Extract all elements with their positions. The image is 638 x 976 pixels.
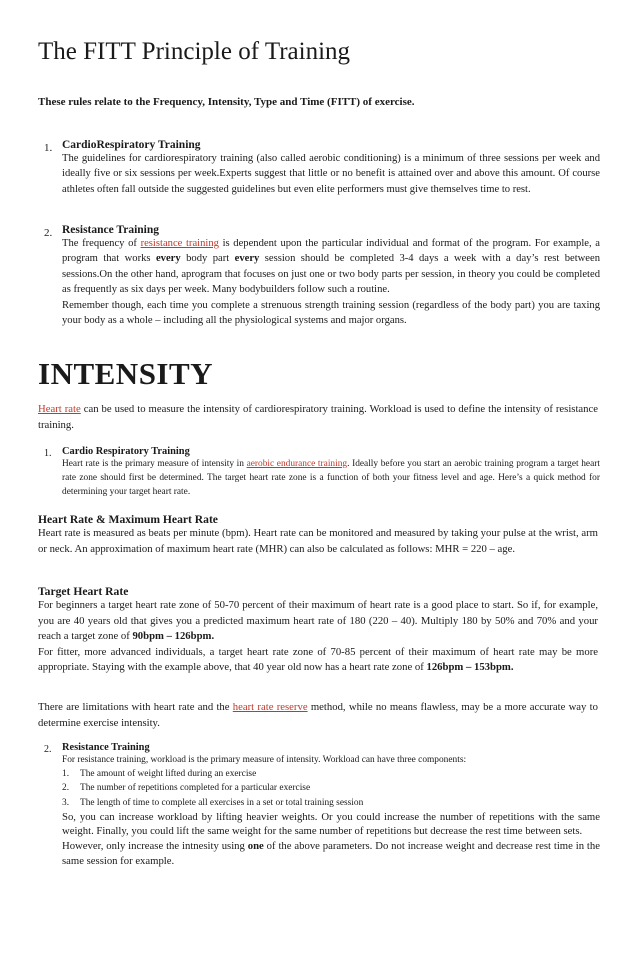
intensity-item1-heading: Cardio Respiratory Training (62, 446, 190, 457)
intensity-item2-block (62, 742, 600, 868)
aerobic-endurance-training-link[interactable]: aerobic endurance training (246, 459, 348, 469)
thr-text-advanced: For fitter, more advanced individuals, a target heart rate zone of 70-85 percent of their maximum of heart rate may be more appropriate. Staying with the example above, that 40 year old now has a heart rate zone of 126bpm – 153bpm. (38, 645, 598, 674)
thr-section (38, 585, 598, 676)
intensity-item1-text: Heart rate is the primary measure of intensity in aerobic endurance training. Ideally before you start an aerobic training program a target heart rate zone should first be determined. The target heart rate zone is a function of both your fitness level and age. Here’s a quick method for determining your target heart rate. (62, 459, 600, 498)
section1-text: The guidelines for cardiorespiratory training (also called aerobic conditioning) is a minimum of three sessions per week and ideally five or six sessions per week.Experts suggest that little or no benefit is attained over and above this amount. Of course athletes often fall outside the suggested guidelines but even elite performers must give themselves time to rest. (62, 153, 600, 195)
resistance-training-link[interactable]: resistance training (140, 238, 219, 249)
section2-number: 2. (44, 227, 53, 239)
intensity-heading: INTENSITY (38, 356, 214, 391)
list-item: 3. The length of time to complete all exercises in a set or total training session (62, 797, 364, 808)
intensity-item1-number: 1. (44, 448, 52, 459)
intensity-item2-heading: Resistance Training (62, 742, 150, 753)
section2-block (62, 224, 600, 328)
limitations-text: There are limitations with heart rate and the heart rate reserve method, while no means flawless, may be a more accurate way to determine exercise intensity. (38, 701, 598, 729)
section2-heading: Resistance Training (62, 224, 160, 236)
thr-heading: Target Heart Rate (38, 585, 129, 598)
section1-heading: CardioRespiratory Training (62, 139, 201, 151)
intensity-intro: Heart rate can be used to measure the intensity of cardiorespiratory training. Workload is used to define the intensity of resistance training. (38, 403, 599, 431)
heart-rate-link[interactable]: Heart rate (38, 403, 81, 415)
thr-text-beginners: For beginners a target heart rate zone of 50-70 percent of their maximum of heart rate is a good place to start. So if, for example, you are 40 years old that gives you a predicted maximum heart rate of 180 (220 – 40). Multiply 180 by 50% and 70% and your reach a target zone of 90bpm – 126bpm. (38, 599, 598, 643)
intensity-item1-block (62, 446, 600, 500)
intro-text: These rules relate to the Frequency, Intensity, Type and Time (FITT) of exercise. (38, 96, 415, 108)
intensity-item2-number: 2. (44, 744, 52, 755)
hr-heading: Heart Rate & Maximum Heart Rate (38, 513, 218, 526)
hr-text: Heart rate is measured as beats per minute (bpm). Heart rate can be monitored and measured by taking your pulse at the wrist, arm or neck. An approximation of maximum heart rate (MHR) can also be calculated as follows: MHR = 220 – age. (38, 527, 598, 555)
section2-text: The frequency of resistance training is dependent upon the particular individual and format of the program. For example, a program that works every body part every session should be completed 3-4 days a week with a day’s rest between sessions.On the other hand, aprogram that focuses on just one or two body parts per session, in theory you could be completed as frequently as six days per week. Many bodybuilders follow such a routine. (62, 238, 600, 296)
intensity-item2-intro: For resistance training, workload is the primary measure of intensity. Workload can have three components: (62, 755, 467, 765)
list-item: 2. The number of repetitions completed for a particular exercise (62, 783, 311, 794)
intensity-item2-text-b: However, only increase the intnesity using one of the above parameters. Do not increase weight and decrease rest time in the same session for example. (62, 840, 600, 867)
heart-rate-reserve-link[interactable]: heart rate reserve (232, 701, 308, 713)
intensity-item2-text-a: So, you can increase workload by lifting heavier weights. Or you could increase the number of repetitions with the same weight. Finally, you could lift the same weight for the same number of repetitions but decrease the rest time between sets. (62, 810, 600, 838)
hr-section (38, 513, 598, 557)
section1-block (62, 139, 600, 197)
section1-number: 1. (44, 142, 53, 154)
list-item: 1. The amount of weight lifted during an exercise (62, 769, 257, 780)
page-title: The FITT Principle of Training (38, 38, 351, 65)
section2-remember-text: Remember though, each time you complete a strenuous strength training session (regardless of the body part) you are taxing your body as a whole – including all the physiological systems and major organs. (62, 299, 600, 327)
